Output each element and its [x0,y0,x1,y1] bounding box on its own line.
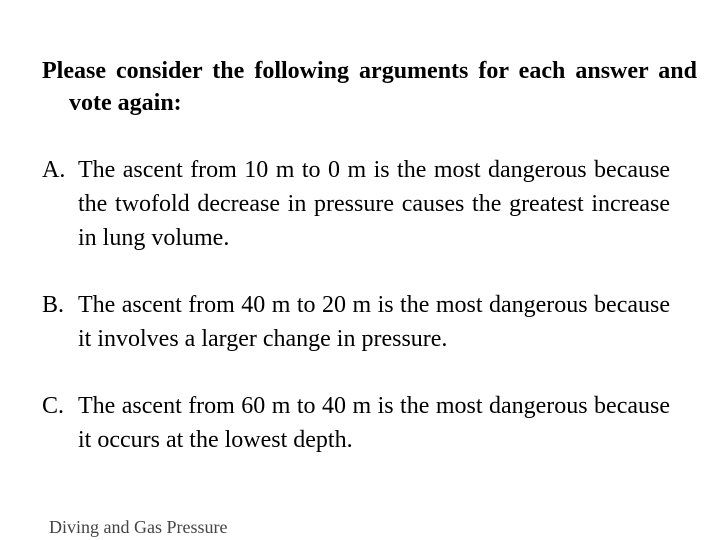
answer-option-b [42,288,670,356]
option-text: The ascent from 10 m to 0 m is the most dangerous because the twofold decrease in pressure causes the greatest increase in lung volume. [78,157,670,251]
option-letter: B. [42,292,65,318]
option-letter: A. [42,157,66,183]
answer-option-c [42,389,670,457]
option-text: The ascent from 60 m to 40 m is the most dangerous because it occurs at the lowest depth. [78,393,670,453]
slide-footer: Diving and Gas Pressure [49,517,228,537]
option-letter: C. [42,393,65,419]
prompt-heading: Please consider the following arguments for each answer and vote again: [42,58,697,116]
answer-option-a [42,153,670,255]
option-text: The ascent from 40 m to 20 m is the most dangerous because it involves a larger change in pressure. [78,292,670,352]
